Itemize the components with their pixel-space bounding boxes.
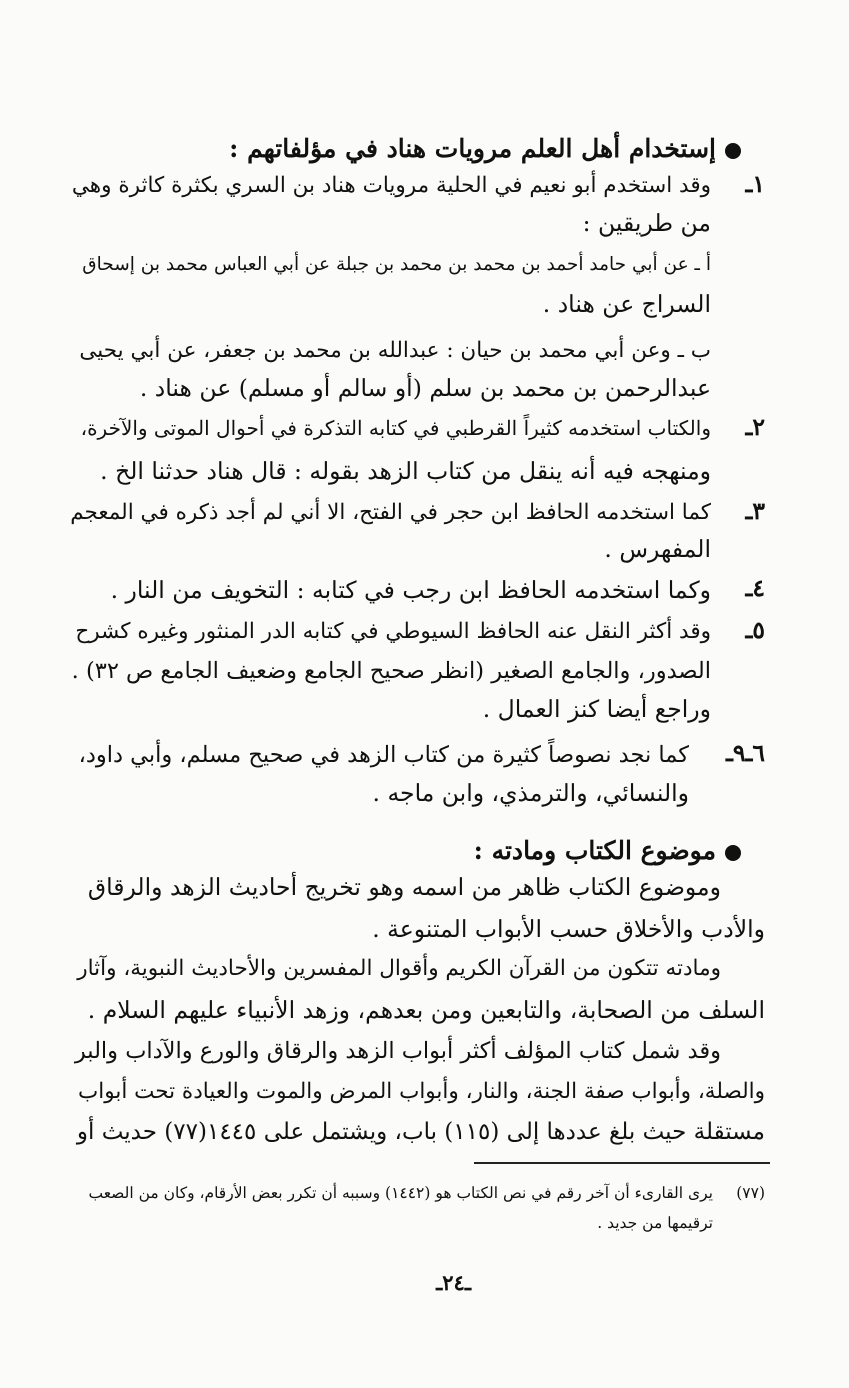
paragraph-line: ومادته تتكون من القرآن الكريم وأقوال المفسرين والأحاديث النبوية، وآثار bbox=[77, 956, 721, 981]
text-line: وراجع أيضا كنز العمال . bbox=[482, 695, 711, 723]
sub-item-line: أ ـ عن أبي حامد أحمد بن محمد بن محمد بن جبلة عن أبي العباس محمد بن إسحاق bbox=[82, 254, 711, 275]
footnote-marker: (٧٧) bbox=[736, 1184, 765, 1202]
item-number: ٥ـ bbox=[745, 616, 765, 644]
bullet-icon bbox=[725, 143, 741, 159]
footnote-separator bbox=[474, 1162, 770, 1164]
text-line: الصدور، والجامع الصغير (انظر صحيح الجامع وضعيف الجامع ص ٣٢) . bbox=[71, 658, 711, 684]
paragraph-line: السلف من الصحابة، والتابعين ومن بعدهم، وزهد الأنبياء عليهم السلام . bbox=[87, 996, 765, 1024]
paragraph-line: والصلة، وأبواب صفة الجنة، والنار، وأبواب المرض والموت والعيادة تحت أبواب bbox=[78, 1079, 765, 1104]
paragraph-line: وقد شمل كتاب المؤلف أكثر أبواب الزهد والرقاق والورع والآداب والبر bbox=[74, 1038, 721, 1064]
page-number: ـ٢٤ـ bbox=[436, 1270, 471, 1295]
item-number: ١ـ bbox=[745, 170, 765, 198]
text-line: وقد أكثر النقل عنه الحافظ السيوطي في كتابه الدر المنثور وغيره كشرح bbox=[75, 619, 711, 644]
text-line: ومنهجه فيه أنه ينقل من كتاب الزهد بقوله : قال هناد حدثنا الخ . bbox=[100, 457, 711, 485]
item-number: ٢ـ bbox=[745, 413, 765, 441]
paragraph-line: مستقلة حيث بلغ عددها إلى (١١٥) باب، ويشتمل على ١٤٤٥(٧٧) حديث أو bbox=[76, 1119, 765, 1145]
text-line: والنسائي، والترمذي، وابن ماجه . bbox=[372, 779, 689, 807]
bullet-icon bbox=[725, 845, 741, 861]
paragraph-line: وموضوع الكتاب ظاهر من اسمه وهو تخريج أحاديث الزهد والرقاق bbox=[87, 873, 721, 901]
sub-item-line: عبدالرحمن بن محمد بن سلم (أو سالم أو مسلم) عن هناد . bbox=[139, 374, 711, 402]
text-line: وكما استخدمه الحافظ ابن رجب في كتابه : التخويف من النار . bbox=[110, 576, 711, 604]
section-heading-subject: موضوع الكتاب ومادته : bbox=[474, 836, 741, 865]
text-line: المفهرس . bbox=[604, 535, 711, 563]
sub-item-line: السراج عن هناد . bbox=[542, 290, 711, 318]
text-line: وقد استخدم أبو نعيم في الحلية مرويات هناد بن السري بكثرة كاثرة وهي bbox=[71, 173, 711, 198]
footnote-line: يرى القارىء أن آخر رقم في نص الكتاب هو (١٤٤٢) وسببه أن تكرر بعض الأرقام، وكان من الصعب bbox=[88, 1184, 713, 1202]
footnote-line: ترقيمها من جديد . bbox=[597, 1214, 713, 1232]
item-number: ٣ـ bbox=[745, 497, 765, 525]
item-number: ٦ـ٩ـ bbox=[725, 739, 765, 767]
text-line: والكتاب استخدمه كثيراً القرطبي في كتابه التذكرة في أحوال الموتى والآخرة، bbox=[80, 416, 711, 440]
text-line: كما استخدمه الحافظ ابن حجر في الفتح، الا أني لم أجد ذكره في المعجم bbox=[70, 500, 711, 525]
item-number: ٤ـ bbox=[745, 574, 765, 602]
paragraph-line: والأدب والأخلاق حسب الأبواب المتنوعة . bbox=[372, 915, 765, 943]
text-line: كما نجد نصوصاً كثيرة من كتاب الزهد في صحيح مسلم، وأبي داود، bbox=[78, 742, 689, 768]
section-heading-usage: إستخدام أهل العلم مرويات هناد في مؤلفاتهم : bbox=[229, 134, 741, 163]
text-line: من طريقين : bbox=[582, 209, 711, 237]
sub-item-line: ب ـ وعن أبي محمد بن حيان : عبدالله بن محمد بن جعفر، عن أبي يحيى bbox=[79, 338, 711, 363]
